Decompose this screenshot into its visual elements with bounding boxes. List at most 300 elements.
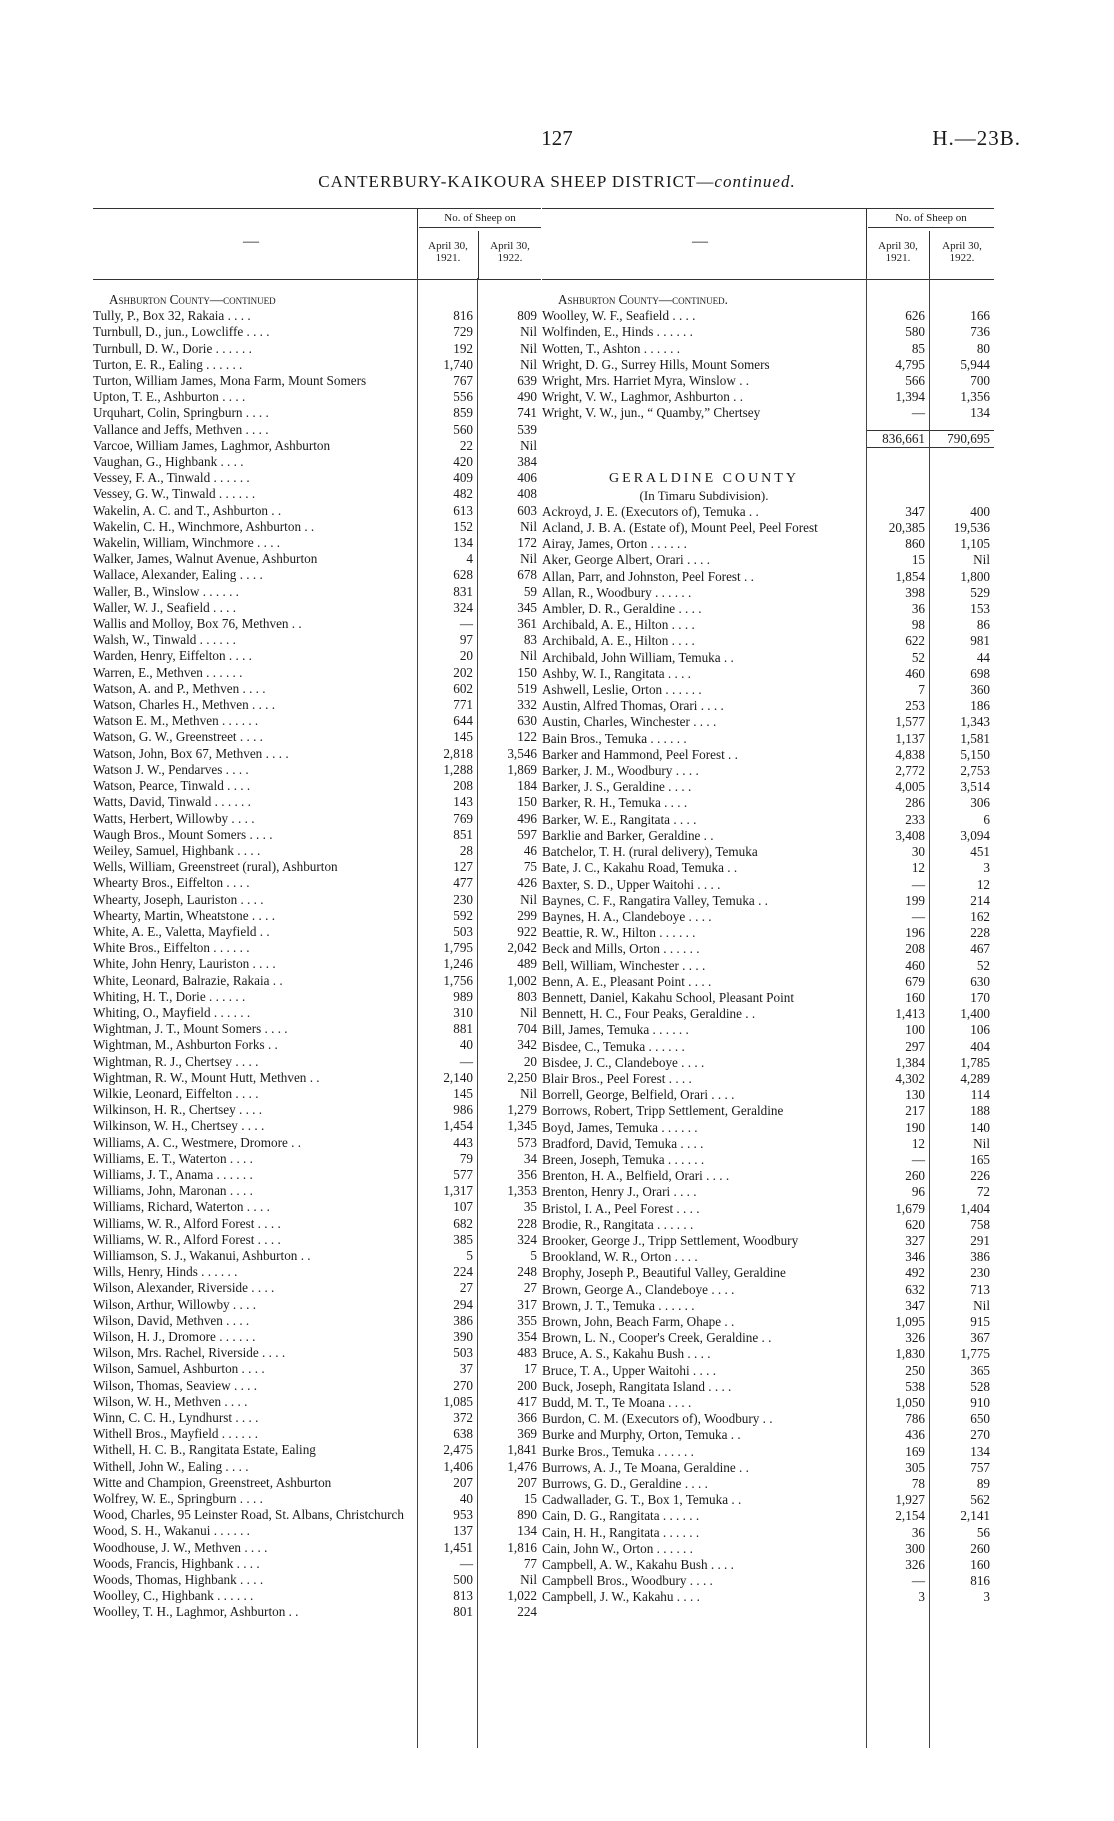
- table-row: [93, 551, 541, 567]
- row-value-1922: 5: [530, 1247, 537, 1263]
- row-name: Vallance and Jeffs, Methven . . . .: [93, 421, 269, 437]
- row-name: Watson, A. and P., Methven . . . .: [93, 680, 266, 696]
- row-value-1921: 602: [453, 680, 473, 696]
- row-value-1921: 160: [905, 989, 925, 1005]
- row-name: Williams, E. T., Waterton . . . .: [93, 1150, 253, 1166]
- row-name: Budd, M. T., Te Moana . . . .: [542, 1395, 692, 1410]
- header-dash: —: [243, 233, 259, 250]
- table-row: [93, 1475, 541, 1491]
- row-name: Archibald, A. E., Hilton . . . .: [542, 617, 695, 633]
- row-value-1921: —: [911, 876, 925, 892]
- row-value-1922: 3,514: [960, 779, 990, 795]
- row-value-1922: 736: [970, 324, 990, 340]
- table-row: [93, 535, 541, 551]
- row-name: Bristol, I. A., Peel Forest . . . .: [542, 1200, 700, 1216]
- table-row: [93, 1491, 541, 1507]
- section-title: GERALDINE COUNTY: [609, 470, 799, 486]
- row-value-1921: 12: [911, 860, 925, 876]
- row-name: Wells, William, Greenstreet (rural), Ashburton: [93, 859, 338, 875]
- row-name: Boyd, James, Temuka . . . . . .: [542, 1119, 698, 1135]
- row-value-1921: 500: [453, 1572, 473, 1588]
- row-value-1921: 801: [453, 1604, 473, 1620]
- right-rows-a: [542, 308, 994, 421]
- row-value-1922: 910: [970, 1395, 990, 1410]
- row-value-1921: 682: [453, 1215, 473, 1231]
- row-value-1922: 367: [970, 1330, 990, 1346]
- table-row: [93, 1345, 541, 1361]
- row-value-1922: 19,536: [953, 520, 990, 536]
- row-value-1921: 4,838: [895, 746, 925, 762]
- table-row: [93, 503, 541, 519]
- row-value-1921: 347: [905, 503, 925, 519]
- table-row: [93, 486, 541, 502]
- row-name: Walker, James, Walnut Avenue, Ashburton: [93, 551, 318, 567]
- row-name: Bennett, H. C., Four Peaks, Geraldine . .: [542, 1006, 756, 1022]
- table-row: [93, 1442, 541, 1458]
- row-value-1921: 881: [453, 1021, 473, 1037]
- row-name: Burke and Murphy, Orton, Temuka . .: [542, 1427, 741, 1443]
- row-value-1921: 632: [905, 1281, 925, 1297]
- row-value-1921: 145: [453, 729, 473, 745]
- table-row: [542, 990, 994, 1006]
- row-value-1921: 398: [905, 584, 925, 600]
- row-value-1921: 769: [453, 810, 473, 826]
- row-name: Cain, H. H., Rangitata . . . . . .: [542, 1524, 700, 1540]
- row-value-1922: 332: [517, 697, 537, 713]
- row-value-1921: 1,288: [443, 761, 473, 777]
- row-value-1922: 5,150: [960, 746, 990, 762]
- row-name: Wilson, Mrs. Rachel, Riverside . . . .: [93, 1345, 286, 1361]
- row-name: Benn, A. E., Pleasant Point . . . .: [542, 973, 712, 989]
- row-name: White, A. E., Valetta, Mayfield . .: [93, 923, 270, 939]
- row-value-1921: —: [911, 908, 925, 924]
- row-value-1921: 270: [453, 1377, 473, 1393]
- table-row: [542, 779, 994, 795]
- row-value-1922: 3: [983, 1589, 990, 1605]
- row-value-1921: 7: [918, 682, 925, 698]
- row-value-1921: —: [911, 1151, 925, 1167]
- row-name: Wolfrey, W. E., Springburn . . . .: [93, 1491, 263, 1507]
- row-name: Vessey, G. W., Tinwald . . . . . .: [93, 486, 256, 502]
- row-value-1921: 729: [453, 324, 473, 340]
- row-value-1921: 22: [459, 437, 473, 453]
- row-value-1922: 317: [517, 1296, 537, 1312]
- row-name: Woods, Francis, Highbank . . . .: [93, 1555, 260, 1571]
- row-value-1922: 153: [970, 601, 990, 617]
- row-name: Allan, Parr, and Johnston, Peel Forest . .: [542, 568, 754, 584]
- row-value-1921: 1,095: [895, 1313, 925, 1329]
- row-name: Bate, J. C., Kakahu Road, Temuka . .: [542, 860, 738, 876]
- row-value-1921: 96: [911, 1184, 925, 1200]
- table-row: [93, 1426, 541, 1442]
- row-value-1921: 286: [905, 795, 925, 811]
- row-value-1922: Nil: [520, 437, 537, 453]
- row-value-1921: 1,830: [895, 1346, 925, 1362]
- table-row: [93, 373, 541, 389]
- row-value-1922: 200: [517, 1377, 537, 1393]
- row-value-1921: 1,406: [443, 1458, 473, 1474]
- row-value-1922: 34: [523, 1150, 537, 1166]
- row-name: Cadwallader, G. T., Box 1, Temuka . .: [542, 1492, 742, 1508]
- row-value-1922: 6: [983, 811, 990, 827]
- row-name: Williams, W. R., Alford Forest . . . .: [93, 1231, 281, 1247]
- row-value-1922: 3,094: [960, 827, 990, 843]
- table-row: [542, 1314, 994, 1330]
- table-row: [93, 778, 541, 794]
- row-name: Wilkie, Leonard, Eiffelton . . . .: [93, 1085, 259, 1101]
- row-name: Wallace, Alexander, Ealing . . . .: [93, 567, 263, 583]
- row-value-1921: 1,454: [443, 1118, 473, 1134]
- row-name: Allan, R., Woodbury . . . . . .: [542, 584, 692, 600]
- row-value-1921: 190: [905, 1119, 925, 1135]
- row-value-1922: 2,042: [507, 940, 537, 956]
- row-value-1922: 134: [970, 405, 990, 421]
- row-value-1921: 294: [453, 1296, 473, 1312]
- row-name: Wilson, Alexander, Riverside . . . .: [93, 1280, 275, 1296]
- row-name: Wood, S. H., Wakanui . . . . . .: [93, 1523, 250, 1539]
- table-row: [93, 1280, 541, 1296]
- table-row: [93, 1151, 541, 1167]
- row-value-1921: 1,085: [443, 1393, 473, 1409]
- row-value-1922: 17: [523, 1361, 537, 1377]
- table-row: [93, 389, 541, 405]
- row-value-1921: 100: [905, 1022, 925, 1038]
- table-row: [93, 1054, 541, 1070]
- row-name: Williams, A. C., Westmere, Dromore . .: [93, 1134, 302, 1150]
- table-row: [542, 373, 994, 389]
- row-value-1921: 492: [905, 1265, 925, 1281]
- row-value-1922: 704: [517, 1021, 537, 1037]
- table-row: [93, 584, 541, 600]
- row-value-1922: 490: [517, 389, 537, 405]
- total-1922: 790,695: [929, 430, 994, 448]
- row-value-1921: 3: [918, 1589, 925, 1605]
- row-value-1921: —: [459, 1555, 473, 1571]
- row-name: Woods, Thomas, Highbank . . . .: [93, 1572, 264, 1588]
- table-row: [542, 308, 994, 324]
- table-row: [93, 1556, 541, 1572]
- table-row: [542, 617, 994, 633]
- row-value-1922: 758: [970, 1216, 990, 1232]
- sheep-on-label: No. of Sheep on: [419, 212, 541, 228]
- row-value-1922: 184: [517, 778, 537, 794]
- row-value-1921: 622: [905, 633, 925, 649]
- row-value-1921: 1,413: [895, 1006, 925, 1022]
- table-row: [93, 1410, 541, 1426]
- row-value-1922: 360: [970, 682, 990, 698]
- row-name: Austin, Charles, Winchester . . . .: [542, 714, 717, 730]
- table-row: [93, 924, 541, 940]
- row-value-1921: 137: [453, 1523, 473, 1539]
- table-row: [542, 1411, 994, 1427]
- row-value-1922: 386: [970, 1249, 990, 1265]
- row-value-1921: 169: [905, 1443, 925, 1459]
- row-value-1922: 224: [517, 1604, 537, 1620]
- row-value-1921: 831: [453, 583, 473, 599]
- row-value-1922: 369: [517, 1426, 537, 1442]
- row-value-1921: 580: [905, 324, 925, 340]
- row-name: Varcoe, William James, Laghmor, Ashburton: [93, 437, 331, 453]
- row-name: Airay, James, Orton . . . . . .: [542, 536, 687, 552]
- row-name: Barker, J. S., Geraldine . . . .: [542, 779, 692, 795]
- left-table-header: [93, 208, 541, 280]
- table-row: [542, 1363, 994, 1379]
- row-value-1921: 5: [466, 1247, 473, 1263]
- row-name: Warden, Henry, Eiffelton . . . .: [93, 648, 252, 664]
- row-name: Aker, George Albert, Orari . . . .: [542, 552, 711, 568]
- row-value-1922: 803: [517, 988, 537, 1004]
- row-name: Austin, Alfred Thomas, Orari . . . .: [542, 698, 724, 714]
- row-value-1922: Nil: [520, 356, 537, 372]
- row-name: Wood, Charles, 95 Leinster Road, St. Albans, Christchurch: [93, 1507, 404, 1523]
- row-name: Wightman, R. W., Mount Hutt, Methven . .: [93, 1069, 320, 1085]
- row-name: Barker and Hammond, Peel Forest . .: [542, 746, 738, 762]
- row-value-1921: 1,756: [443, 972, 473, 988]
- row-name: Witte and Champion, Greenstreet, Ashburton: [93, 1474, 332, 1490]
- row-name: Woolley, C., Highbank . . . . . .: [93, 1588, 254, 1604]
- row-value-1921: 324: [453, 599, 473, 615]
- row-name: Williams, J. T., Anama . . . . . .: [93, 1166, 253, 1182]
- row-value-1922: 345: [517, 599, 537, 615]
- row-name: Watts, David, Tinwald . . . . . .: [93, 794, 251, 810]
- row-value-1921: 305: [905, 1459, 925, 1475]
- table-row: [93, 519, 541, 535]
- row-name: Breen, Joseph, Temuka . . . . . .: [542, 1151, 705, 1167]
- row-value-1921: 592: [453, 907, 473, 923]
- row-name: Baxter, S. D., Upper Waitohi . . . .: [542, 876, 721, 892]
- table-row: [93, 632, 541, 648]
- row-value-1921: 4,795: [895, 356, 925, 372]
- row-value-1921: 145: [453, 1085, 473, 1101]
- row-name: Bisdee, C., Temuka . . . . . .: [542, 1038, 685, 1054]
- table-row: [542, 747, 994, 763]
- row-name: Withell Bros., Mayfield . . . . . .: [93, 1426, 259, 1442]
- row-name: Beck and Mills, Orton . . . . . .: [542, 941, 700, 957]
- row-name: Brodie, R., Rangitata . . . . . .: [542, 1216, 694, 1232]
- row-value-1921: 556: [453, 389, 473, 405]
- row-value-1921: 771: [453, 697, 473, 713]
- row-value-1922: 1,356: [960, 389, 990, 405]
- right-table-header: [542, 208, 994, 280]
- table-row: [93, 1361, 541, 1377]
- row-name: Withell, H. C. B., Rangitata Estate, Ealing: [93, 1442, 316, 1458]
- table-row: [93, 989, 541, 1005]
- row-name: Turnbull, D. W., Dorie . . . . . .: [93, 340, 252, 356]
- row-value-1921: 813: [453, 1588, 473, 1604]
- row-value-1922: 2,141: [960, 1508, 990, 1524]
- row-name: Brown, L. N., Cooper's Creek, Geraldine . .: [542, 1330, 772, 1346]
- row-value-1922: 406: [517, 470, 537, 486]
- table-row: [93, 600, 541, 616]
- table-row: [93, 357, 541, 373]
- row-value-1921: 786: [905, 1411, 925, 1427]
- table-row: [542, 1233, 994, 1249]
- table-row: [93, 1378, 541, 1394]
- row-value-1921: 36: [911, 1524, 925, 1540]
- row-value-1921: 1,050: [895, 1395, 925, 1410]
- table-row: [93, 940, 541, 956]
- row-value-1922: 528: [970, 1378, 990, 1394]
- table-row: [93, 341, 541, 357]
- table-row: [542, 714, 994, 730]
- row-value-1922: 408: [517, 486, 537, 502]
- row-name: Wright, V. W., jun., “ Quamby,” Chertsey: [542, 405, 761, 421]
- row-name: Turnbull, D., jun., Lowcliffe . . . .: [93, 324, 270, 340]
- row-value-1922: 230: [970, 1265, 990, 1281]
- row-value-1921: 1,246: [443, 956, 473, 972]
- table-row: [93, 1216, 541, 1232]
- row-name: Wilson, Arthur, Willowby . . . .: [93, 1296, 257, 1312]
- row-value-1921: 250: [905, 1362, 925, 1378]
- row-name: Watson, John, Box 67, Methven . . . .: [93, 745, 289, 761]
- row-value-1921: 2,818: [443, 745, 473, 761]
- total-1921: 836,661: [866, 430, 929, 448]
- table-row: [542, 731, 994, 747]
- row-name: Ambler, D. R., Geraldine . . . .: [542, 601, 702, 617]
- table-row: [542, 1346, 994, 1362]
- table-row: [93, 1183, 541, 1199]
- row-value-1921: 2,154: [895, 1508, 925, 1524]
- table-row: [542, 1265, 994, 1281]
- row-value-1922: 56: [976, 1524, 990, 1540]
- row-value-1921: 134: [453, 535, 473, 551]
- table-row: [542, 812, 994, 828]
- row-name: Cain, D. G., Rangitata . . . . . .: [542, 1508, 700, 1524]
- row-name: Woolley, W. F., Seafield . . . .: [542, 308, 696, 324]
- row-value-1922: 417: [517, 1393, 537, 1409]
- table-row: [542, 633, 994, 649]
- row-value-1922: 3,546: [507, 745, 537, 761]
- table-row: [93, 1313, 541, 1329]
- row-value-1921: 224: [453, 1264, 473, 1280]
- row-value-1921: 482: [453, 486, 473, 502]
- row-value-1921: 986: [453, 1102, 473, 1118]
- row-value-1921: 2,772: [895, 763, 925, 779]
- row-value-1921: 1,927: [895, 1492, 925, 1508]
- table-row: [93, 1167, 541, 1183]
- col-1922: April 30, 1922.: [942, 240, 982, 264]
- table-row: [542, 1071, 994, 1087]
- row-value-1921: 1,854: [895, 568, 925, 584]
- row-value-1921: 1,679: [895, 1200, 925, 1216]
- row-value-1921: 326: [905, 1330, 925, 1346]
- table-row: [542, 520, 994, 536]
- table-row: [542, 682, 994, 698]
- row-name: Wright, D. G., Surrey Hills, Mount Somers: [542, 356, 770, 372]
- row-value-1922: 1,775: [960, 1346, 990, 1362]
- row-value-1921: 347: [905, 1297, 925, 1313]
- row-value-1921: 503: [453, 1345, 473, 1361]
- table-row: [93, 762, 541, 778]
- row-value-1922: 1,476: [507, 1458, 537, 1474]
- row-value-1921: 98: [911, 617, 925, 633]
- row-value-1921: 1,795: [443, 940, 473, 956]
- row-name: Wakelin, C. H., Winchmore, Ashburton . .: [93, 518, 315, 534]
- row-value-1922: 597: [517, 826, 537, 842]
- row-value-1922: Nil: [973, 552, 990, 568]
- row-name: Wilson, H. J., Dromore . . . . . .: [93, 1329, 256, 1344]
- row-value-1922: Nil: [973, 1135, 990, 1151]
- table-row: [542, 1184, 994, 1200]
- row-value-1921: 1,577: [895, 714, 925, 730]
- table-row: [542, 1525, 994, 1541]
- row-value-1921: 107: [453, 1199, 473, 1215]
- row-name: Waller, W. J., Seafield . . . .: [93, 599, 237, 615]
- table-row: [93, 681, 541, 697]
- row-value-1922: Nil: [520, 551, 537, 567]
- row-value-1921: 199: [905, 892, 925, 908]
- table-row: [93, 1572, 541, 1588]
- row-value-1922: 713: [970, 1281, 990, 1297]
- table-row: [542, 504, 994, 520]
- table-row: [542, 795, 994, 811]
- total-row: [542, 430, 994, 448]
- row-value-1921: 577: [453, 1166, 473, 1182]
- row-value-1921: 816: [453, 308, 473, 324]
- row-name: Wightman, R. J., Chertsey . . . .: [93, 1053, 259, 1069]
- row-name: Vaughan, G., Highbank . . . .: [93, 454, 244, 470]
- table-row: [93, 1070, 541, 1086]
- row-value-1922: 366: [517, 1410, 537, 1426]
- table-row: [542, 1298, 994, 1314]
- row-value-1921: 644: [453, 713, 473, 729]
- row-name: Bruce, A. S., Kakahu Bush . . . .: [542, 1346, 711, 1362]
- row-value-1922: 207: [517, 1474, 537, 1490]
- table-row: [542, 552, 994, 568]
- table-row: [542, 389, 994, 405]
- row-value-1921: 37: [459, 1361, 473, 1377]
- row-name: Wills, Henry, Hinds . . . . . .: [93, 1264, 238, 1280]
- row-name: Walsh, W., Tinwald . . . . . .: [93, 632, 236, 648]
- row-value-1922: 539: [517, 421, 537, 437]
- row-name: Ashwell, Leslie, Orton . . . . . .: [542, 682, 702, 698]
- row-value-1921: 409: [453, 470, 473, 486]
- row-name: Brenton, H. A., Belfield, Orari . . . .: [542, 1168, 730, 1184]
- table-row: [542, 324, 994, 340]
- row-value-1922: 741: [517, 405, 537, 421]
- row-value-1922: 915: [970, 1313, 990, 1329]
- row-value-1921: 300: [905, 1540, 925, 1556]
- table-row: [93, 827, 541, 843]
- row-name: Winn, C. C. H., Lyndhurst . . . .: [93, 1410, 259, 1426]
- row-name: Williams, John, Maronan . . . .: [93, 1183, 253, 1199]
- table-row: [93, 713, 541, 729]
- row-value-1921: 20,385: [888, 520, 925, 536]
- row-value-1921: 297: [905, 1038, 925, 1054]
- row-value-1922: 496: [517, 810, 537, 826]
- row-value-1922: 160: [970, 1557, 990, 1573]
- row-value-1921: 1,451: [443, 1539, 473, 1555]
- table-row: [93, 1540, 541, 1556]
- row-value-1921: 1,317: [443, 1183, 473, 1199]
- row-value-1921: 85: [911, 340, 925, 356]
- row-value-1922: 1,343: [960, 714, 990, 730]
- row-value-1922: 1,800: [960, 568, 990, 584]
- row-name: Watson J. W., Pendarves . . . .: [93, 761, 249, 777]
- row-value-1922: 150: [517, 664, 537, 680]
- row-name: Vessey, F. A., Tinwald . . . . . .: [93, 470, 250, 486]
- row-value-1921: 626: [905, 308, 925, 324]
- table-row: [93, 616, 541, 632]
- row-name: Waugh Bros., Mount Somers . . . .: [93, 826, 273, 842]
- row-value-1921: 208: [905, 941, 925, 957]
- row-name: Batchelor, T. H. (rural delivery), Temuka: [542, 844, 758, 860]
- table-row: [542, 585, 994, 601]
- row-value-1922: 83: [523, 632, 537, 648]
- row-value-1921: 30: [911, 844, 925, 860]
- table-row: [93, 1523, 541, 1539]
- row-value-1922: 1,400: [960, 1006, 990, 1022]
